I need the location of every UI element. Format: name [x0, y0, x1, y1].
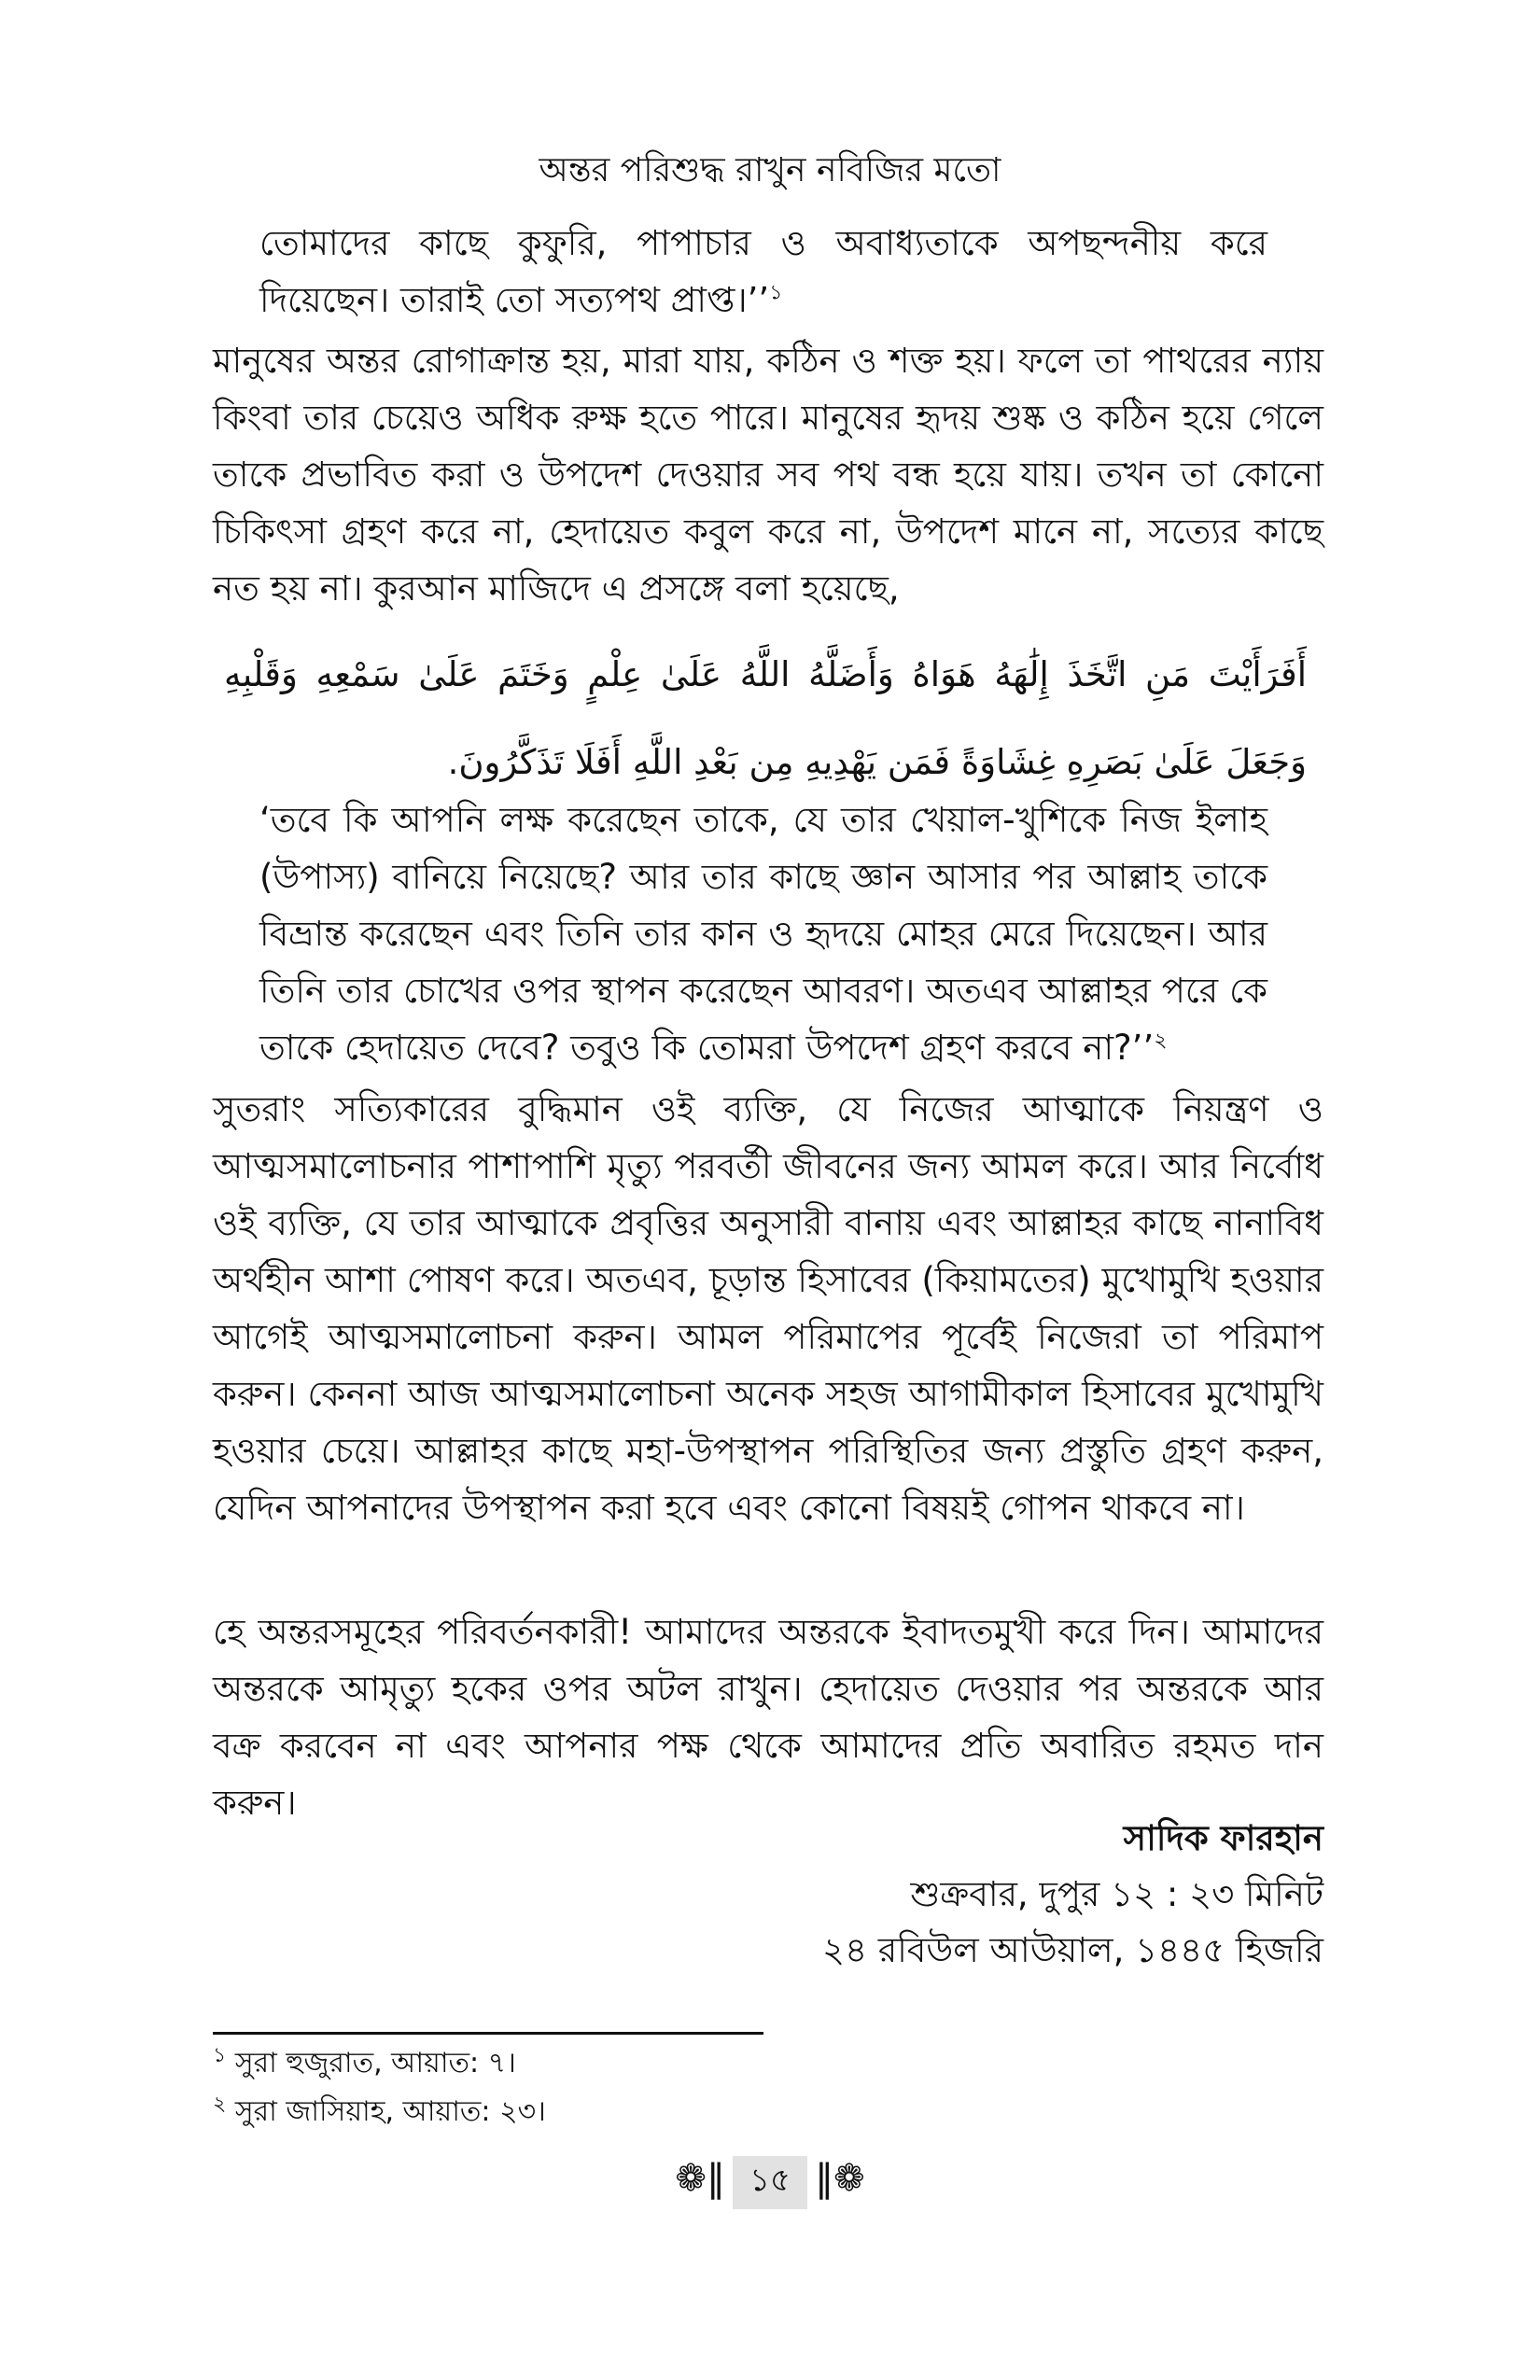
author-name: সাদিক ফারহান	[1123, 1818, 1323, 1858]
paragraph-1-text: মানুষের অন্তর রোগাক্রান্ত হয়, মারা যায়, কঠিন ও শক্ত হয়। ফলে তা পাথরের ন্যায় কিংবা তার চেয়েও অধিক রুক্ষ হতে পারে। মানুষের হৃদয় শুষ্ক ও কঠিন হয়ে গেলে তাকে প্রভাবিত করা ও উপদেশ দেওয়ার সব পথ বন্ধ হয়ে যায়। তখন তা কোনো চিকিৎসা গ্রহণ করে না, হেদায়েত কবুল করে না, উপদেশ মানে না, সত্যের কাছে নত হয় না। কুরআন মাজিদে এ প্রসঙ্গে বলা হয়েছে,	[213, 341, 1323, 609]
footnote-1-marker: ১	[213, 2044, 227, 2067]
quote2-text: ‘তবে কি আপনি লক্ষ করেছেন তাকে, যে তার খেয়াল-খুশিকে নিজ ইলাহ (উপাস্য) বানিয়ে নিয়েছে? আর তার কাছে জ্ঞান আসার পর আল্লাহ তাকে বিভ্রান্ত করেছেন এবং তিনি তার কান ও হৃদয়ে মোহর মেরে দিয়েছেন। আর তিনি তার চোখের ওপর স্থাপন করেছেন আবরণ। অতএব আল্লাহর পরে কে তাকে হেদায়েত দেবে? তবুও কি তোমরা উপদেশ গ্রহণ করবে না?’’	[259, 800, 1267, 1068]
page-number: ১৫	[733, 2156, 807, 2209]
footnote-ref-2: ২	[1154, 1029, 1168, 1053]
footnote-ref-1: ১	[769, 281, 783, 305]
page-number-box	[0, 2156, 1540, 2209]
quote-continuation	[259, 215, 1267, 329]
signature-block	[822, 1811, 1323, 1979]
signature-date: ২৪ রবিউল আউয়াল, ১৪৪৫ হিজরি	[822, 1930, 1323, 1970]
paragraph-2	[213, 1081, 1323, 1536]
paragraph-1	[213, 332, 1323, 617]
quote1-text: তোমাদের কাছে কুফুরি, পাপাচার ও অবাধ্যতাকে অপছন্দনীয় করে দিয়েছেন। তারাই তো সত্যপথ প্রাপ্ত।’’	[259, 223, 1267, 320]
paragraph-3	[213, 1603, 1323, 1831]
footnote-2	[213, 2091, 546, 2134]
footnote-1	[213, 2042, 516, 2085]
footnote-1-text: সুরা হুজুরাত, আয়াত: ৭।	[234, 2047, 516, 2079]
paragraph-3-text: হে অন্তরসমূহের পরিবর্তনকারী! আমাদের অন্তরকে ইবাদতমুখী করে দিন। আমাদের অন্তরকে আমৃত্যু হকের ওপর অটল রাখুন। হেদায়েত দেওয়ার পর অন্তরকে আর বক্র করবেন না এবং আপনার পক্ষ থেকে আমাদের প্রতি অবারিত রহমত দান করুন।	[213, 1612, 1323, 1823]
verse-translation	[259, 791, 1267, 1076]
footnote-2-marker: ২	[213, 2093, 227, 2116]
footnote-2-text: সুরা জাসিয়াহ, আয়াত: ২৩।	[234, 2095, 546, 2128]
signature-time: শুক্রবার, দুপুর ১২ : ২৩ মিনিট	[910, 1874, 1323, 1914]
right-ornament-icon: ‖❁	[815, 2157, 865, 2200]
footnote-divider	[213, 2032, 763, 2035]
arabic-verse: أَفَرَأَيْتَ مَنِ اتَّخَذَ إِلَٰهَهُ هَوَاهُ وَأَضَلَّهُ اللَّهُ عَلَىٰ عِلْمٍ وَخَتَمَ عَلَىٰ سَمْعِهِ وَقَلْبِهِ وَجَعَلَ عَلَىٰ بَصَرِهِ غِشَاوَةً فَمَن يَهْدِيهِ مِن بَعْدِ اللَّهِ أَفَلَا تَذَكَّرُونَ.	[224, 654, 1307, 782]
running-header: অন্তর পরিশুদ্ধ রাখুন নবিজির মতো	[539, 151, 1001, 189]
paragraph-2-text: সুতরাং সত্যিকারের বুদ্ধিমান ওই ব্যক্তি, যে নিজের আত্মাকে নিয়ন্ত্রণ ও আত্মসমালোচনার পাশাপাশি মৃত্যু পরবর্তী জীবনের জন্য আমল করে। আর নির্বোধ ওই ব্যক্তি, যে তার আত্মাকে প্রবৃত্তির অনুসারী বানায় এবং আল্লাহর কাছে নানাবিধ অর্থহীন আশা পোষণ করে। অতএব, চূড়ান্ত হিসাবের (কিয়ামতের) মুখোমুখি হওয়ার আগেই আত্মসমালোচনা করুন। আমল পরিমাপের পূর্বেই নিজেরা তা পরিমাপ করুন। কেননা আজ আত্মসমালোচনা অনেক সহজ আগামীকাল হিসাবের মুখোমুখি হওয়ার চেয়ে। আল্লাহর কাছে মহা-উপস্থাপন পরিস্থিতির জন্য প্রস্তুতি গ্রহণ করুন, যেদিন আপনাদের উপস্থাপন করা হবে এবং কোনো বিষয়ই গোপন থাকবে না।	[213, 1089, 1323, 1528]
left-ornament-icon: ❁‖	[675, 2157, 725, 2200]
